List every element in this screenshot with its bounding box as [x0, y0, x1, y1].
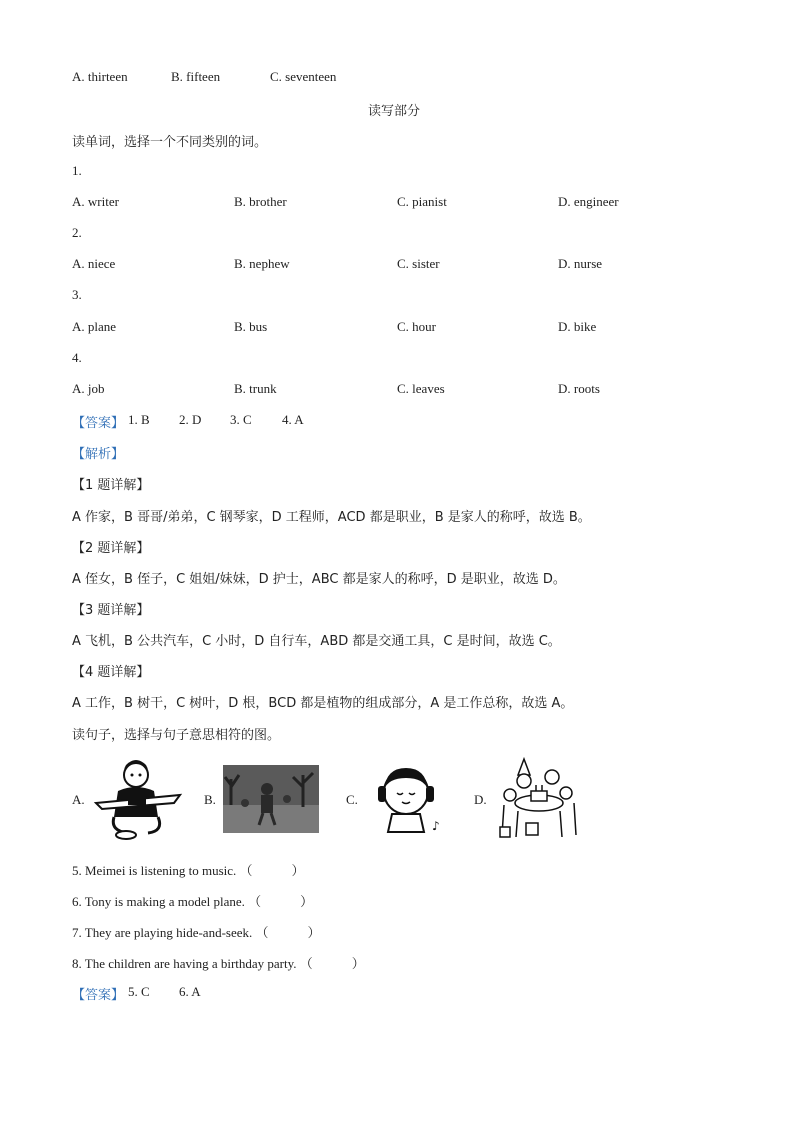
answer-item: 1. B [128, 412, 150, 427]
q3-option-b: B. bus [234, 319, 268, 334]
picture-label: C. [346, 792, 358, 807]
option-a: A. thirteen [72, 69, 128, 84]
q2-option-c: C. sister [397, 256, 440, 271]
option-b: B. fifteen [171, 69, 221, 84]
answer-item: 6. A [179, 984, 201, 999]
q4-option-c: C. leaves [397, 381, 445, 396]
question-number: 3. [72, 287, 82, 302]
part2-instruction: 读句子，选择与句子意思相符的图。 [72, 728, 281, 743]
detail-text: A 飞机，B 公共汽车，C 小时，D 自行车，ABD 都是交通工具，C 是时间，故选 C。 [72, 634, 561, 649]
picture-label: D. [474, 792, 487, 807]
q3-option-d: D. bike [558, 319, 597, 334]
section-title: 读写部分 [368, 104, 421, 119]
q3-option-a: A. plane [72, 319, 117, 334]
man-with-model-plane-icon [88, 755, 188, 845]
question-number: 2. [72, 225, 82, 240]
q1-option-b: B. brother [234, 194, 287, 209]
sentence-6: 6. Tony is making a model plane. （ ） [72, 894, 314, 909]
q1-option-c: C. pianist [397, 194, 447, 209]
detail-heading: 【2 题详解】 [72, 541, 150, 556]
question-number: 4. [72, 350, 82, 365]
question-number: 1. [72, 163, 82, 178]
detail-heading: 【4 题详解】 [72, 665, 150, 680]
answer-tag: 【答案】 [72, 416, 125, 431]
q3-option-c: C. hour [397, 319, 436, 334]
birthday-party-icon [496, 755, 582, 845]
answer-tag: 【答案】 [72, 988, 125, 1003]
answer-item: 4. A [282, 412, 304, 427]
q2-option-b: B. nephew [234, 256, 290, 271]
girl-with-headphones-icon [366, 760, 446, 838]
analysis-tag: 【解析】 [72, 447, 125, 462]
answer-item: 2. D [179, 412, 202, 427]
q2-option-a: A. niece [72, 256, 116, 271]
sentence-5: 5. Meimei is listening to music. （ ） [72, 863, 305, 878]
q4-option-a: A. job [72, 381, 105, 396]
svg-text:♪: ♪ [432, 819, 440, 833]
detail-text: A 作家，B 哥哥/弟弟，C 钢琴家，D 工程师，ACD 都是职业，B 是家人的称呼，故选 B。 [72, 510, 591, 525]
q2-option-d: D. nurse [558, 256, 603, 271]
detail-heading: 【1 题详解】 [72, 478, 150, 493]
sentence-8: 8. The children are having a birthday party. （ ） [72, 956, 365, 971]
part1-instruction: 读单词，选择一个不同类别的词。 [72, 135, 268, 150]
picture-label: A. [72, 792, 85, 807]
detail-text: A 侄女，B 侄子，C 姐姐/妹妹，D 护士，ABC 都是家人的称呼，D 是职业，故选 D。 [72, 572, 566, 587]
answer-item: 3. C [230, 412, 252, 427]
q4-option-b: B. trunk [234, 381, 277, 396]
q1-option-a: A. writer [72, 194, 119, 209]
option-c: C. seventeen [270, 69, 337, 84]
q1-option-d: D. engineer [558, 194, 619, 209]
kids-hide-and-seek-icon [223, 765, 319, 837]
picture-label: B. [204, 792, 216, 807]
answer-item: 5. C [128, 984, 150, 999]
detail-text: A 工作，B 树干，C 树叶，D 根，BCD 都是植物的组成部分，A 是工作总称，故选 A。 [72, 696, 574, 711]
q4-option-d: D. roots [558, 381, 600, 396]
detail-heading: 【3 题详解】 [72, 603, 150, 618]
sentence-7: 7. They are playing hide-and-seek. （ ） [72, 925, 321, 940]
